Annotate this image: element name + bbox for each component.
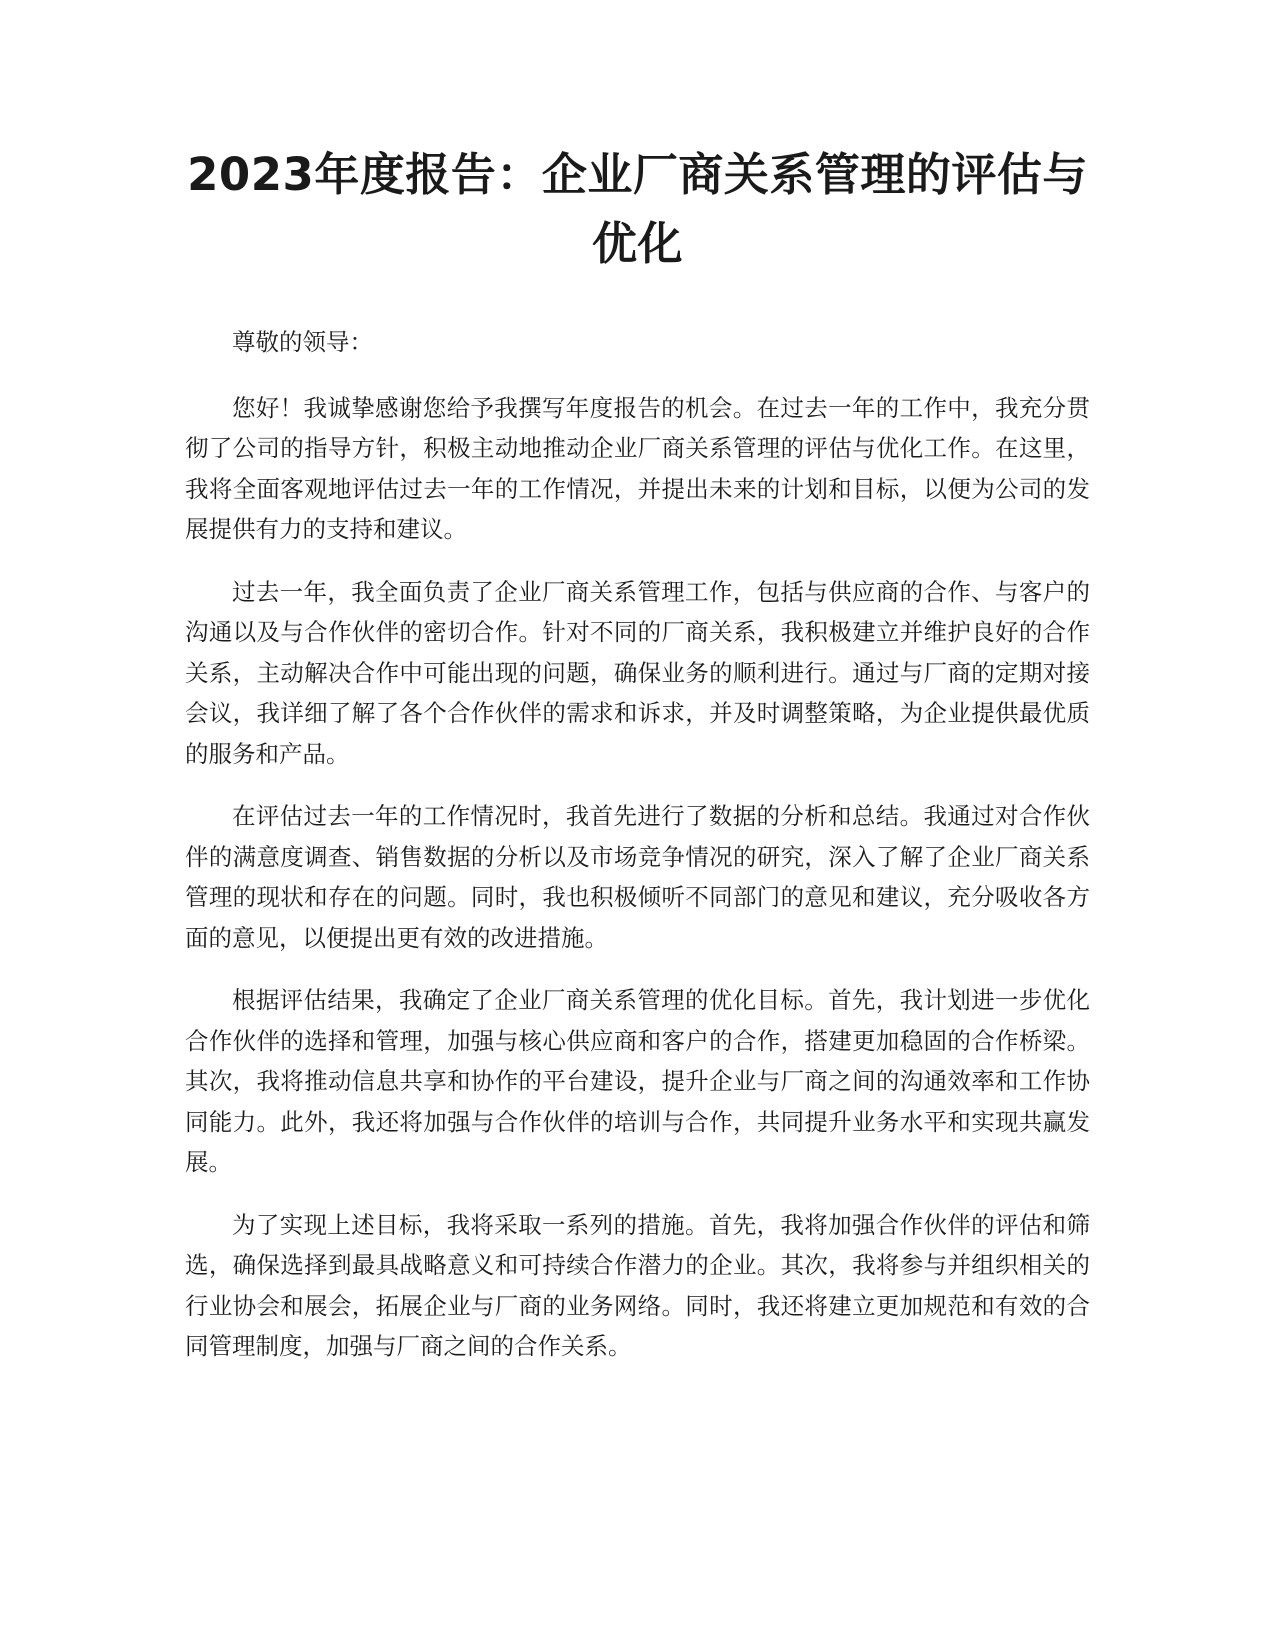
greeting: 尊敬的领导： bbox=[232, 328, 373, 356]
paragraph-3: 在评估过去一年的工作情况时，我首先进行了数据的分析和总结。我通过对合作伙伴的满意度调查、销售数据的分析以及市场竞争情况的研究，深入了解了企业厂商关系管理的现状和存在的问题。同时，我也积极倾听不同部门的意见和建议，充分吸收各方面的意见，以便提出更有效的改进措施。 bbox=[185, 802, 1090, 952]
paragraph-5: 为了实现上述目标，我将采取一系列的措施。首先，我将加强合作伙伴的评估和筛选，确保选择到最具战略意义和可持续合作潜力的企业。其次，我将参与并组织相关的行业协会和展会，拓展企业与厂商的业务网络。同时，我还将建立更加规范和有效的合同管理制度，加强与厂商之间的合作关系。 bbox=[185, 1210, 1090, 1360]
document-body bbox=[185, 322, 1090, 1389]
paragraph-1: 您好！我诚挚感谢您给予我撰写年度报告的机会。在过去一年的工作中，我充分贯彻了公司的指导方针，积极主动地推动企业厂商关系管理的评估与优化工作。在这里，我将全面客观地评估过去一年的工作情况，并提出未来的计划和目标，以便为公司的发展提供有力的支持和建议。 bbox=[185, 393, 1090, 543]
paragraph-4: 根据评估结果，我确定了企业厂商关系管理的优化目标。首先，我计划进一步优化合作伙伴的选择和管理，加强与核心供应商和客户的合作，搭建更加稳固的合作桥梁。其次，我将推动信息共享和协作的平台建设，提升企业与厂商之间的沟通效率和工作协同能力。此外，我还将加强与合作伙伴的培训与合作，共同提升业务水平和实现共赢发展。 bbox=[185, 986, 1090, 1176]
document-title: 2023年度报告：企业厂商关系管理的评估与优化 bbox=[187, 148, 1088, 270]
paragraph-2: 过去一年，我全面负责了企业厂商关系管理工作，包括与供应商的合作、与客户的沟通以及与合作伙伴的密切合作。针对不同的厂商关系，我积极建立并维护良好的合作关系，主动解决合作中可能出现的问题，确保业务的顺利进行。通过与厂商的定期对接会议，我详细了解了各个合作伙伴的需求和诉求，并及时调整策略，为企业提供最优质的服务和产品。 bbox=[185, 577, 1090, 768]
